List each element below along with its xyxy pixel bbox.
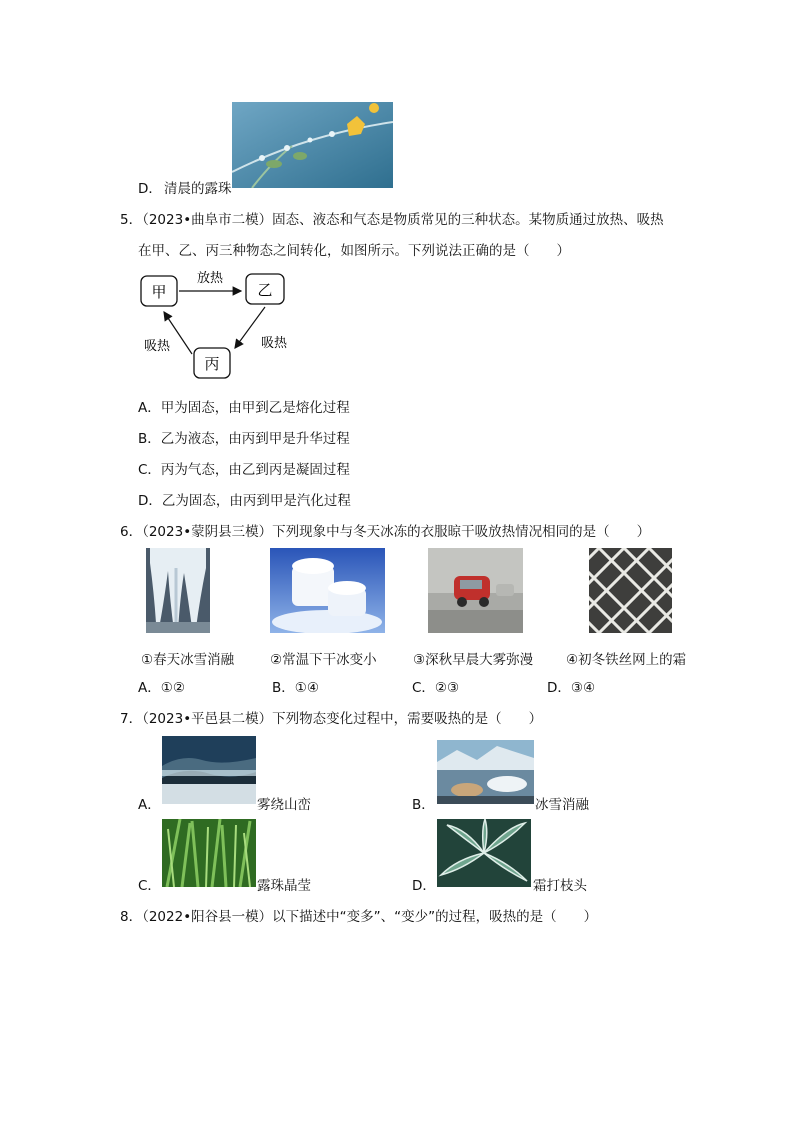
q7-caption-c: 露珠晶莹	[257, 878, 311, 894]
q5-option-b: B．乙为液态，由丙到甲是升华过程	[138, 431, 350, 447]
q7-photo-fog-mountains	[162, 736, 256, 804]
diagram-state-jia: 甲	[151, 283, 167, 301]
q5-stem-line1: 5．（2023•曲阜市二模）固态、液态和气态是物质常见的三种状态。某物质通过放热、吸热	[120, 212, 664, 228]
q7-caption-b: 冰雪消融	[535, 797, 589, 813]
arrow-label-absorb-left: 吸热	[143, 339, 171, 354]
q7-caption-d: 霜打枝头	[533, 878, 587, 894]
arrow-label-release: 放热	[196, 271, 224, 286]
q4-option-d-text: 清晨的露珠	[164, 181, 232, 197]
q7-option-c-label: C．	[138, 878, 161, 894]
state-change-diagram	[130, 266, 300, 382]
q6-caption-1: ①春天冰雪消融	[141, 652, 235, 668]
q5-stem-line2: 在甲、乙、丙三种物态之间转化，如图所示。下列说法正确的是（ ）	[138, 243, 570, 259]
q6-option-a: A．①②	[138, 680, 185, 696]
q4-option-d-label: D．	[138, 181, 162, 197]
q7-option-b-label: B．	[412, 797, 435, 813]
q6-photo-frost-mesh	[589, 548, 672, 633]
q6-photo-dry-ice	[270, 548, 385, 633]
q7-stem: 7．（2023•平邑县二模）下列物态变化过程中，需要吸热的是（ ）	[120, 711, 543, 727]
q5-option-d: D．乙为固态，由丙到甲是汽化过程	[138, 493, 351, 509]
q7-photo-snow-melt	[437, 740, 534, 804]
q6-caption-2: ②常温下干冰变小	[270, 652, 377, 668]
q6-option-d: D．③④	[547, 680, 596, 696]
q6-photo-melting	[146, 548, 210, 633]
q7-photo-dew-grass	[162, 819, 256, 887]
q6-caption-4: ④初冬铁丝网上的霜	[566, 652, 687, 668]
dew-photo	[232, 102, 393, 188]
q6-stem: 6．（2023•蒙阴县三模）下列现象中与冬天冰冻的衣服晾干吸放热情况相同的是（ ）	[120, 524, 651, 540]
q6-photo-fog	[428, 548, 523, 633]
q7-caption-a: 雾绕山峦	[257, 797, 311, 813]
q5-option-c: C．丙为气态，由乙到丙是凝固过程	[138, 462, 350, 478]
q6-option-c: C．②③	[412, 680, 460, 696]
q5-option-a: A．甲为固态，由甲到乙是熔化过程	[138, 400, 350, 416]
q8-stem: 8．（2022•阳谷县一模）以下描述中“变多”、“变少”的过程，吸热的是（ ）	[120, 909, 598, 925]
q6-caption-3: ③深秋早晨大雾弥漫	[413, 652, 534, 668]
diagram-state-yi: 乙	[257, 281, 273, 299]
diagram-state-bing: 丙	[204, 355, 220, 373]
q7-option-d-label: D．	[412, 878, 436, 894]
q7-option-a-label: A．	[138, 797, 161, 813]
q7-photo-frost-leaves	[437, 819, 531, 887]
arrow-label-absorb-right: 吸热	[260, 336, 288, 351]
q6-option-b: B．①④	[272, 680, 319, 696]
